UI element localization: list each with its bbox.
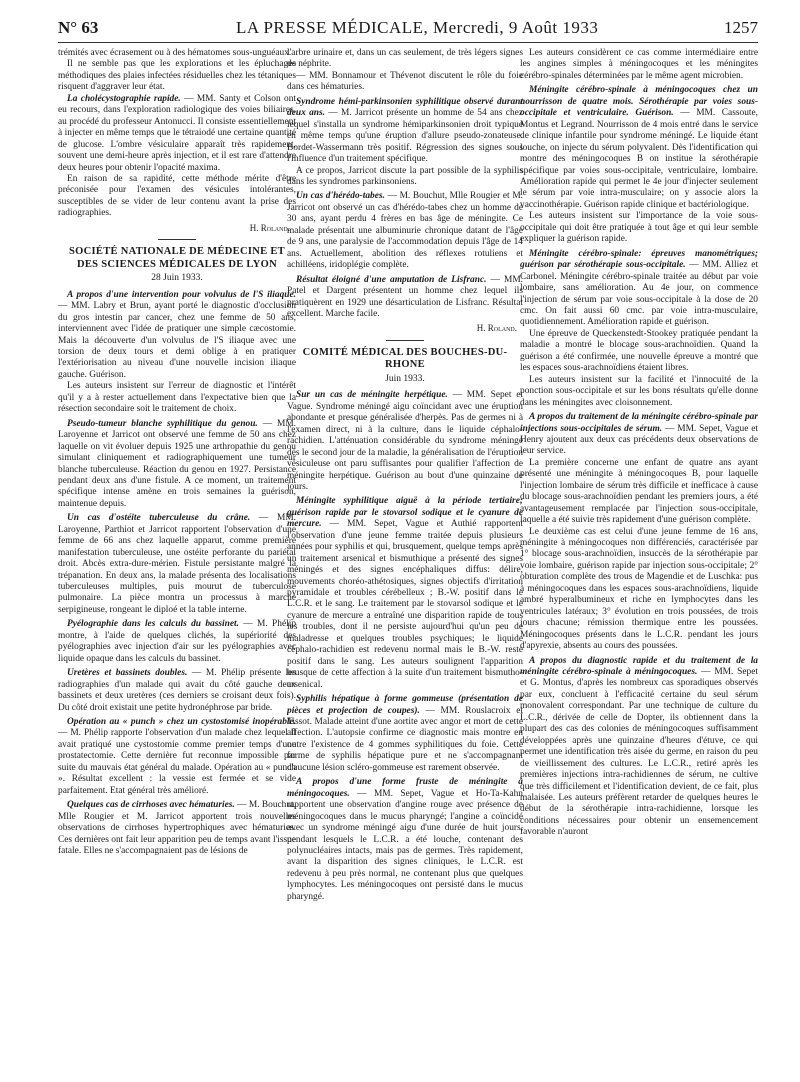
article — [287, 97, 523, 166]
article-title: Pyélographie dans les calculs du bassinet. — [67, 619, 239, 630]
section-date: 28 Juin 1933. — [151, 273, 203, 284]
separator — [386, 340, 424, 341]
article-body: — M. Phélip rapporte l'observation d'un malade chez lequel il avait pratiqué une cystostomie comme premier temps d'une prostatectomie. Cette dernière fut reconnue impossible par suite du mauvais état général du malade. Opération au « punch ». Résultat excellent : la vessie est fermée et se vide parfaitement. Etat général très amélioré. — [58, 728, 296, 796]
header-rule — [58, 42, 758, 43]
article-title: A propos du traitement de la méningite cérébro-spinale par injections sous-occipitales de sérum. — [520, 412, 758, 434]
article — [287, 191, 523, 271]
paragraph: Il ne semble pas que les explorations et les épluchages méthodiques des plaies infectées résiduelles chez les tétaniques risquent d'aggraver leur état. — [58, 59, 296, 93]
article-title: Méningite cérébro-spinale: épreuves manométriques; guérison par sérothérapie sous-occipitale. — [520, 248, 758, 271]
article-title: A propos d'une intervention pour volvulus de l'S iliaque. — [67, 289, 296, 300]
article — [287, 694, 523, 774]
article-body: — M. Bouchut, Mlle Rougier et M. Jarricot apportent trois nouvelles observations de cirrhoses hypertrophiques avec hématuries. Ces dernières ont fait leur apparition peu de temps avant l'issue fatale. Elles ne s'accompagnaient pas de lésions de — [58, 800, 296, 856]
article-body: — MM. Laroyenne et Jarricot ont observé une femme de 50 ans chez laquelle on vit évoluer depuis 1925 une arthropathie du genou simulant cliniquement et radiographiquement une tumeur blanche tuberculeuse. Réaction du genou en 1927. Persistance pendant deux ans d'une fistule. A ce moment, un traitement spécifique intense amène en trois semaines la guérison, maintenue depuis. — [58, 418, 296, 509]
column-2 — [287, 48, 523, 1074]
paragraph: Une épreuve de Queckenstedt-Stookey pratiquée pendant la maladie a montré le blocage sous-arachnoïdien. Quand la guérison a été confirmée, une nouvelle épreuve a montré que les espaces sous-arachnoïdiens étaient libres. — [520, 328, 758, 374]
section-title: SOCIÉTÉ NATIONALE DE MÉDECINE ET DES SCIENCES MÉDICALES DE LYON — [69, 246, 285, 270]
page-header — [58, 14, 758, 40]
paragraph: Le deuxième cas est celui d'une jeune femme de 16 ans, méningite à méningocoques non différenciés, caractérisée par 1° blocage sous-arachnoïdien, insuccès de la sérothérapie par voie lombaire, guérison rapide par injection sous-occipitale; 2° obturation complète des trous de Magendie et de Luschka: pus à méningocoques dans les espaces sous-arachnoïdiens, liquide ambré hyperalbumineux et riche en lymphocytes dans les ventricules latéraux; 3° évolution en trois poussées, de trois jours chacune; rémission thermique entre les poussées. Méningocoques présents dans le L.C.R. pendant les jours d'apyrexie, absents au cours des poussées. — [520, 526, 758, 652]
article-body: — M. Phélip montre, à l'aide de quelques clichés, la supériorité des pyélographies avec injection d'air sur les pyélographies avec liquide opaque dans les calculs du bassinet. — [58, 619, 296, 664]
article-title: A propos du diagnostic rapide et du traitement de la méningite cérébro-spinale à méningocoques. — [520, 655, 758, 678]
paragraph: Les auteurs insistent sur la facilité et l'innocuité de la ponction sous-occipitale et sur les bons résultats qu'elle donne dans les méningites avec cloisonnement. — [520, 374, 758, 408]
paragraph: trémités avec écrasement ou à des hématomes sous-unguéaux. — [58, 48, 292, 58]
section-date: Juin 1933. — [385, 373, 425, 384]
article-title: Résultat éloigné d'une amputation de Lisfranc. — [296, 274, 487, 285]
article-title: La cholécystographie rapide. — [67, 93, 181, 104]
article — [520, 656, 758, 839]
paragraph: En raison de sa rapidité, cette méthode mérite d'être préconisée pour l'examen des vésicules intolérantes, susceptibles de se vider de leur contenu avant la prise des radiographies. — [58, 173, 296, 219]
article — [58, 717, 296, 797]
paragraph: Les auteurs considèrent ce cas comme intermédiaire entre les angines simples à méningocoques et les méningites cérébro-spinales déterminées par le même agent microbien. — [520, 48, 758, 81]
paragraph: — MM. Bonnamour et Thévenot discutent le rôle du foie dans ces hématuries. — [287, 70, 523, 93]
article-body: — MM. Sepet, Vague et Ho-Ta-Kahn rapportent une observation d'angine rouge avec présence de méningocoques dans le mucus pharyngé; l'angine a coïncidé avec un syndrome méningé aigu d'une durée de huit jours, pendant lesquels le L.C.R. a été louche, contenant des polynucléaires intacts, mais pas de germes. Très rapidement, avant la disparition des signes cliniques, le L.C.R. est redevenu à peu près normal, ne contenant plus que quelques lymphocytes. Les méningocoques ont persisté dans le mucus pharyngé. — [287, 788, 523, 902]
article-body: — MM. Labry et Brun, ayant porté le diagnostic d'occlusion du gros intestin par cancer, chez une femme de 50 ans, interviennent avec l'idée de pratiquer une simple cæcostomie. Mais la découverte d'un volvulus de l'S iliaque avec une torsion de deux tours et demi oblige à en pratiquer l'extériorisation au niveau d'une nouvelle incision iliaque gauche. Guérison. — [58, 301, 296, 380]
article — [287, 777, 523, 903]
column-1 — [58, 48, 296, 1074]
article-body: — MM. Laroyenne, Parthiot et Jarricot rapportent l'observation d'une femme de 66 ans chez laquelle apparut, comme première manifestation tuberculeuse, une ostéite perforante du pariétal droit. Abcès extra-dure-mérien. Fistule persistante malgré la trépanation. En deux ans, la malade présenta des localisations tuberculeuses multiples, puis mourut de tuberculose pulmonaire. La pièce montra un processus à marche serpigineuse, rongeant le diploé et la table interne. — [58, 513, 296, 615]
article — [58, 668, 296, 714]
section-title: COMITÉ MÉDICAL DES BOUCHES-DU-RHONE — [302, 346, 508, 371]
article — [520, 249, 758, 329]
article-body: — M. Bouchut, Mlle Rougier et M. Jarricot ont observé un cas d'hérédo-tabes chez un homme de 30 ans, ayant perdu 4 frères en bas âge de méningite. Ce malade présentait une albuminurie chronique datant de l'âge de 9 ans, une paralysie de l'accommodation depuis l'âge de 14 ans. Actuellement, abolition des réflexes rotuliens et achilléens, iridoplégie complète. — [287, 191, 523, 271]
article-body: — MM. Patel et Dargent présentent un homme chez lequel ils pratiquèrent en 1929 une désarticulation de Lisfranc. Résultat excellent. Marche facile. — [287, 274, 523, 319]
article-title: Pseudo-tumeur blanche syphilitique du genou. — [67, 418, 258, 429]
signature: H. Roland. — [476, 323, 517, 334]
paragraph: Les auteurs insistent sur l'importance de la voie sous-occipitale qui doit être pratiquée à tout âge et qui leur semble expliquer la guérison rapide. — [520, 211, 758, 245]
article — [58, 513, 296, 616]
paragraph: l'arbre urinaire et, dans un cas seulement, de très légers signes de néphrite. — [287, 48, 523, 70]
issue-number: N° 63 — [58, 18, 99, 37]
article — [287, 496, 523, 691]
article-body: — M. Jarricot présente un homme de 54 ans chez lequel s'installa un syndrome hémiparkinsonien droit typique en même temps qu'une éruption d'allure pseudo-zonateuse. Bordet-Wassermann très positif. Régression des signes sous l'influence d'un traitement spécifique. — [287, 108, 523, 165]
article-title: Quelques cas de cirrhoses avec hématuries. — [67, 800, 235, 811]
article-body: — MM. Cassoute, Montus et Legrand. Nourrisson de 4 mois entré dans le service de clinique infantile pour syndrome méningé. Le liquide étant louche, on injecte du sérum polyvalent. Dès l'identification qui montre des méningocoques B on institue la sérothérapie spécifique par voies sous-occipitale, ventriculaire, lombaire. Amélioration rapide qui permet le 4e jour d'injecter seulement le sérum par voie intra-musculaire; on y associe alors la vaccinothérapie. Guérison rapide clinique et bactériologique. — [520, 108, 758, 210]
signature: H. Roland. — [249, 222, 290, 233]
article-title: Sur un cas de méningite herpétique. — [296, 390, 448, 401]
article-body: — MM. Sepet, Vague et Henry ajoutent aux deux cas précédents deux observations de leur service. — [520, 423, 758, 457]
column-3 — [520, 48, 758, 1074]
article-title: Syndrome hémi-parkinsonien syphilitique observé durant deux ans. — [287, 96, 523, 119]
article-title: Un cas d'ostéite tuberculeuse du crâne. — [67, 513, 251, 524]
article-title: Méningite cérébro-spinale à méningocoques chez un nourrisson de quatre mois. Sérothérapie par voies sous-occipitale et ventriculaire. Guérison. — [520, 85, 758, 119]
article — [58, 419, 296, 511]
paragraph: A ce propos, Jarricot discute la part possible de la syphilis dans les syndromes parkinsoniens. — [287, 165, 523, 187]
article — [58, 800, 296, 857]
article — [520, 412, 758, 458]
page-number: 1257 — [724, 18, 758, 37]
newspaper-title: LA PRESSE MÉDICALE, Mercredi, 9 Août 1933 — [236, 18, 599, 37]
article-body: — M. Phélip présente les radiographies d'un malade qui avait du côté gauche deux bassinets et deux uretères (ces derniers se croisant deux fois). Du côté droit existait une petite hydronéphrose par bride. — [58, 668, 296, 713]
paragraph: Les auteurs insistent sur l'erreur de diagnostic et l'intérêt qu'il y a à rester actuellement dans l'expectative bien que la résection secondaire soit le traitement de choix. — [58, 381, 296, 415]
article-body: — MM. Sepet et G. Montus, d'après les nombreux cas sporadiques observés par eux, concluent à l'efficacité certaine du seul sérum monovalent correspondant. Par une technique de culture du L.C.R., dérivée de celle de Dopter, ils obtiennent dans la plupart des cas des colonies de méningocoques suffisamment développées après une quinzaine d'heures d'étuve, ce qui permet une identification très aisée du germe, en raison du peu de vieillissement des cultures. Le L.C.R., retiré après les premières injections intra-rachidiennes de sérum, ne cultive que très difficilement et l'identification devient, de ce fait, plus malaisée. Les auteurs préfèrent retarder de quelques heures le début de la sérothérapie intra-rachidienne, lorsque les conditions nécessaires pour obtenir un ensemencement favorable n'auront — [520, 667, 758, 838]
article-title: Uretères et bassinets doubles. — [67, 668, 188, 679]
article — [58, 619, 296, 665]
article-title: Opération au « punch » chez un cystostomisé inopérable. — [67, 717, 296, 728]
article-title: Syphilis hépatique à forme gommeuse (présentation de pièces et projection de coupes). — [287, 694, 523, 716]
article — [287, 390, 523, 493]
paragraph: La première concerne une enfant de quatre ans ayant présenté une méningite à méningocoques B, pour laquelle l'injection lombaire de sérum très difficile et inefficace à cause du blocage sous-arachnoïdien pendant les premiers jours, a été avantageusement remplacée par l'injection sous-occipitale, laquelle a été suivie très rapidement d'une guérison complète. — [520, 457, 758, 526]
article-body: — MM. Rouslacroix et Tissot. Malade atteint d'une aortite avec angor et mort de cette affection. L'autopsie confirme ce diagnostic mais montre en outre l'existence de 4 gommes syphilitiques du foie. Cette forme de syphilis hépatique pure et ne s'accompagnant d'aucune lésion scléro-gommeuse est rarement observée. — [287, 705, 523, 773]
article — [520, 85, 758, 211]
article-body: — MM. Sepet, Vague et Authié rapportent l'observation d'une jeune femme traitée depuis plusieurs années pour syphilis et qui, brusquement, quelque temps après un traitement arsenical et bismuthique a présenté des signes méningés et des signes encéphaliques diffus: délire, mouvements choréo-athétosiques, signes objectifs d'irritation pyramidale et troubles cérébelleux ; B.-W. positif dans le L.C.R. et le sang. Le traitement par le stovarsol sodique et le cyanure de mercure a entraîné une disparition rapide de tous les troubles, dont il ne persiste aujourd'hui qu'un peu de maladresse et quelques troubles psychiques; le liquide céphalo-rachidien est redevenu normal mais le B.-W. reste positif dans le sang. Les auteurs soulignent l'apparition brusque de cette affection à la suite d'un traitement bismutho-arsenical. — [287, 519, 523, 690]
separator — [158, 239, 196, 240]
article-body: — MM. Santy et Colson ont eu recours, dans l'exploration radiologique des voies biliaires, au procédé du professeur Antonucci. Il consiste essentiellement à injecter en même temps que le tétraiodé une certaine quantité de glucose. L'ombre vésiculaire apparaît très rapidement, souvent une demi-heure après injection, et il est rare d'attendre deux heures pour obtenir l'opacité maxima. — [58, 93, 296, 173]
article-body: — MM. Alliez et Carbonel. Méningite cérébro-spinale traitée au début par voie lombaire, sans amélioration. Au 4e jour, on commence l'injection de sérum par voie sous-occipitale à la dose de 20 cmc. On fait aussi 60 cmc. par voie intra-musculaire, quotidiennement. Amélioration rapide et guérison. — [520, 260, 758, 328]
article — [58, 290, 296, 382]
article-title: Un cas d'hérédo-tabes. — [296, 191, 385, 202]
article-body: — MM. Sepet et Vague. Syndrome méningé aigu coïncidant avec une éruption abondante et presque généralisée d'herpès. Pas de germes ni à l'examen direct, ni à la culture, dans le liquide céphalo-rachidien. L'atténuation considérable du syndrome méningé dès le second jour de la maladie, la généralisation de l'éruption vésiculeuse ont paru suffisantes pour qualifier l'affection de méningite herpétique. Guérison au bout d'une quinzaine de jours. — [287, 390, 523, 492]
article — [287, 275, 523, 321]
article — [58, 94, 296, 174]
article-title: A propos d'une forme fruste de méningite à méningocoques. — [287, 777, 523, 799]
article-title: Méningite syphilitique aiguë à la période tertiaire; guérison rapide par le stovarsol sodique et le cyanure de mercure. — [287, 496, 523, 530]
